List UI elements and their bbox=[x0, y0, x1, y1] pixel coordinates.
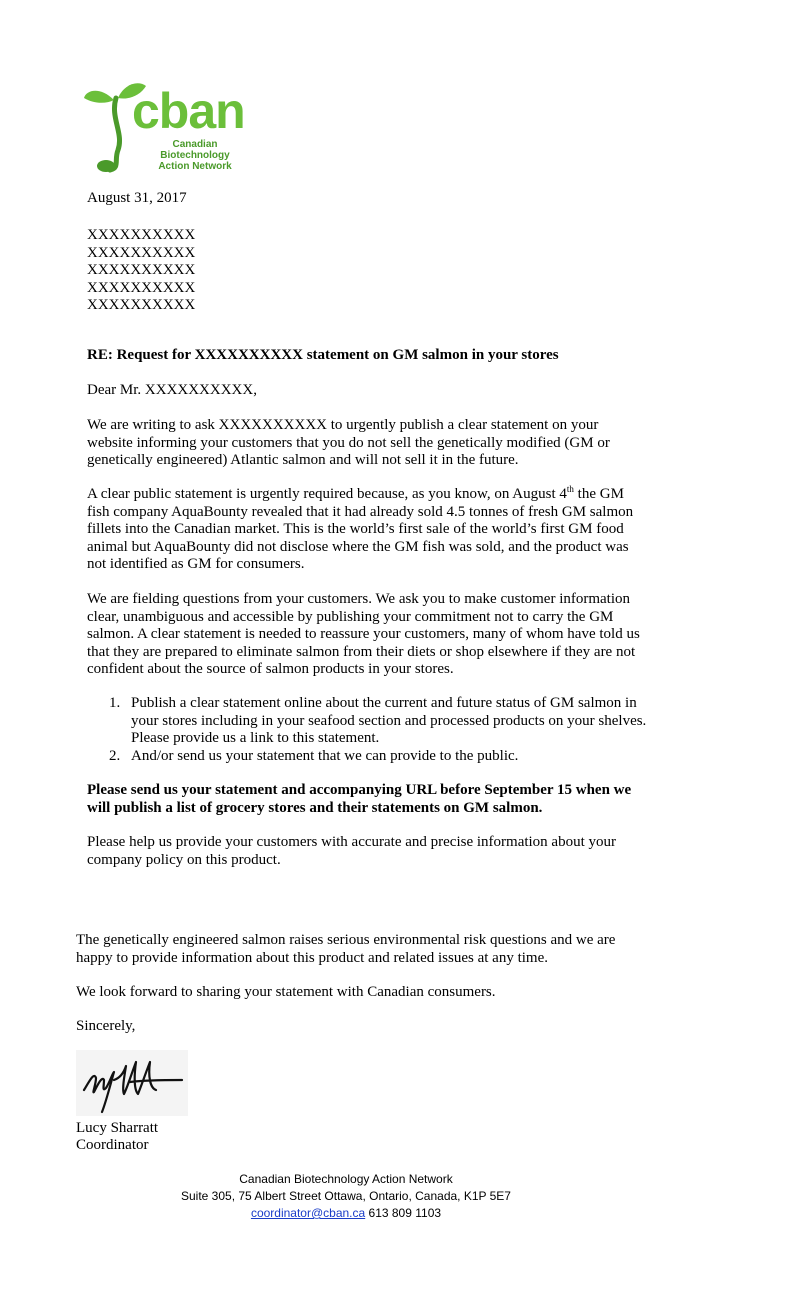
subject-line: RE: Request for XXXXXXXXXX statement on GM salmon in your stores bbox=[87, 347, 559, 363]
address-line: XXXXXXXXXX bbox=[87, 244, 196, 261]
footer-phone: 613 809 1103 bbox=[365, 1206, 442, 1220]
logo-wordmark: cban bbox=[132, 83, 245, 139]
paragraph-2-rest: the GM fish company AquaBounty revealed that it had already sold 4.5 tonnes of fresh GM salmon fillets into the Canadian market. This is the world’s first sale of the world’s first GM food animal but AquaBounty did not disclose where the GM fish was sold, and the product was not identified as GM for consumers. bbox=[87, 486, 634, 572]
footer-address: Suite 305, 75 Albert Street Ottawa, Ontario, Canada, K1P 5E7 bbox=[181, 1189, 511, 1203]
paragraph-1: We are writing to ask XXXXXXXXXX to urgently publish a clear statement on your website informing your customers that you do not sell the genetically modified (GM or genetically engineered) Atlantic salmon and will not sell it in the future. bbox=[87, 417, 610, 468]
signer-title: Coordinator bbox=[76, 1137, 149, 1153]
address-line: XXXXXXXXXX bbox=[87, 297, 196, 313]
address-line: XXXXXXXXXX bbox=[87, 227, 196, 243]
paragraph-3: We are fielding questions from your customers. We ask you to make customer information clear, unambiguous and accessible by publishing your commitment not to carry the GM salmon. A clear statement is needed to reassure your customers, many of whom have told us that they are prepared to eliminate salmon from their diets or shop elsewhere if they are not confident about the source of salmon products in your stores. bbox=[87, 591, 640, 677]
signer-name: Lucy Sharratt bbox=[76, 1120, 159, 1136]
paragraph-2 bbox=[87, 486, 647, 574]
list-item bbox=[109, 748, 649, 766]
paragraph-4: Please help us provide your customers with accurate and precise information about your company policy on this product. bbox=[87, 834, 617, 868]
footer-org: Canadian Biotechnology Action Network bbox=[239, 1172, 453, 1186]
list-text: Publish a clear statement online about the current and future status of GM salmon in your stores including in your seafood section and processed products on your shelves. Please provide us a link to this statement. bbox=[131, 695, 647, 746]
logo-subtitle bbox=[140, 139, 250, 172]
list-number: 1. bbox=[109, 695, 121, 711]
address-line: XXXXXXXXXX bbox=[87, 262, 196, 278]
footer-contact bbox=[0, 1205, 692, 1222]
request-list bbox=[109, 695, 649, 765]
closing: Sincerely, bbox=[76, 1018, 136, 1034]
address-line: XXXXXXXXXX bbox=[87, 279, 196, 296]
handwritten-signature bbox=[76, 1050, 188, 1116]
list-item bbox=[109, 695, 649, 748]
list-number: 2. bbox=[109, 747, 121, 764]
logo-subtitle-line2: Action Network bbox=[158, 161, 232, 172]
ordinal-suffix: th bbox=[566, 484, 574, 494]
deadline-request: Please send us your statement and accompanying URL before September 15 when we will publish a list of grocery stores and their statements on GM salmon. bbox=[87, 782, 632, 816]
email-link[interactable]: coordinator@cban.ca bbox=[250, 1206, 366, 1220]
salutation: Dear Mr. XXXXXXXXXX, bbox=[87, 382, 257, 398]
cban-logo bbox=[80, 78, 260, 178]
paragraph-2-start: A clear public statement is urgently required because, as you know, on August 4 bbox=[87, 486, 567, 502]
paragraph-6: We look forward to sharing your statement with Canadian consumers. bbox=[76, 984, 496, 1000]
recipient-address bbox=[87, 227, 647, 315]
logo-subtitle-line1: Canadian Biotechnology bbox=[160, 139, 230, 161]
paragraph-5: The genetically engineered salmon raises serious environmental risk questions and we are happy to provide information about this product and related issues at any time. bbox=[76, 932, 616, 966]
list-text: And/or send us your statement that we can provide to the public. bbox=[131, 747, 519, 764]
letter-date: August 31, 2017 bbox=[87, 190, 187, 206]
